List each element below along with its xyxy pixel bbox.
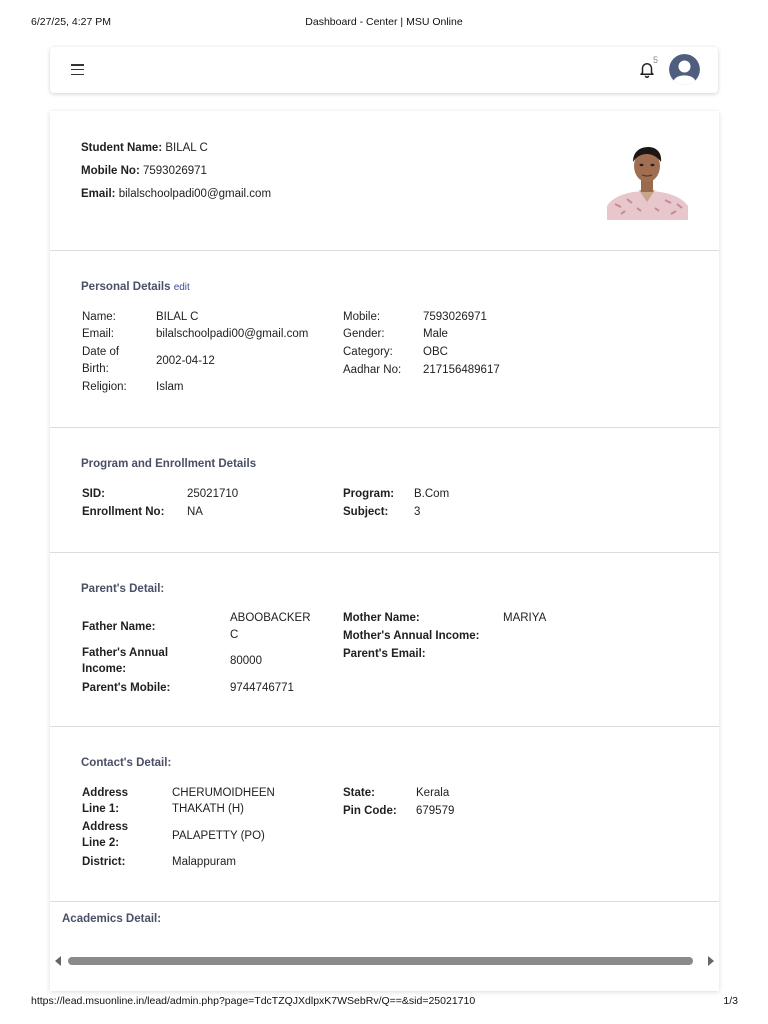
pin-code-value: 679579 xyxy=(416,805,455,817)
parent-mobile-value: 9744746771 xyxy=(230,682,294,694)
father-name-label: Father Name: xyxy=(82,621,156,633)
gender-value: Male xyxy=(423,328,448,340)
notification-count: 5 xyxy=(653,55,659,65)
personal-details-section xyxy=(50,250,719,428)
father-income-value: 80000 xyxy=(230,655,262,667)
name-label: Name: xyxy=(82,311,116,323)
state-value: Kerala xyxy=(416,787,450,799)
name-value: BILAL C xyxy=(156,311,199,323)
academics-title: Academics Detail: xyxy=(62,913,162,925)
hamburger-icon[interactable] xyxy=(71,64,84,75)
subject-value: 3 xyxy=(414,506,421,518)
dob-label-line2: Birth: xyxy=(82,363,109,375)
student-name: BILAL C xyxy=(165,142,208,154)
pin-code-label: Pin Code: xyxy=(343,805,397,817)
top-navbar xyxy=(50,47,718,93)
dob-value: 2002-04-12 xyxy=(156,355,215,367)
scroll-right-arrow-icon[interactable] xyxy=(708,956,714,966)
religion-value: Islam xyxy=(156,381,184,393)
student-photo xyxy=(607,144,688,220)
edit-link[interactable]: edit xyxy=(173,282,190,293)
horizontal-scrollbar[interactable] xyxy=(50,951,719,971)
email-label: Email: xyxy=(82,328,114,340)
enrollment-value: NA xyxy=(187,506,203,518)
program-details-title: Program and Enrollment Details xyxy=(81,458,257,470)
print-page-title: Dashboard - Center | MSU Online xyxy=(305,16,463,28)
scroll-left-arrow-icon[interactable] xyxy=(55,956,61,966)
dob-label-line1: Date of xyxy=(82,346,120,358)
aadhar-label: Aadhar No: xyxy=(343,364,402,376)
parent-details-title: Parent's Detail: xyxy=(81,583,165,595)
print-datetime: 6/27/25, 4:27 PM xyxy=(31,16,111,28)
scrollbar-thumb[interactable] xyxy=(68,957,693,965)
address2-label-line2: Line 2: xyxy=(82,837,120,849)
religion-label: Religion: xyxy=(82,381,127,393)
mobile-value: 7593026971 xyxy=(423,311,487,323)
address1-line1: CHERUMOIDHEEN xyxy=(172,787,275,799)
district-label: District: xyxy=(82,856,126,868)
address2-value: PALAPETTY (PO) xyxy=(172,830,265,842)
student-email-row: Email: bilalschoolpadi00@gmail.com xyxy=(81,188,272,200)
email-value: bilalschoolpadi00@gmail.com xyxy=(156,328,309,340)
father-income-label-line1: Father's Annual xyxy=(82,647,169,659)
category-value: OBC xyxy=(423,346,448,358)
print-url: https://lead.msuonline.in/lead/admin.php?page=TdcTZQJXdlpxK7WSebRv/Q==&sid=25021710 xyxy=(31,995,476,1007)
district-value: Malappuram xyxy=(172,856,236,868)
gender-label: Gender: xyxy=(343,328,385,340)
address1-line2: THAKATH (H) xyxy=(172,803,244,815)
mobile-label: Mobile: xyxy=(343,311,381,323)
parent-mobile-label: Parent's Mobile: xyxy=(82,682,171,694)
student-mobile-row: Mobile No: 7593026971 xyxy=(81,165,207,177)
student-name-row: Student Name: BILAL C xyxy=(81,142,208,154)
student-details-card xyxy=(50,111,719,991)
aadhar-value: 217156489617 xyxy=(423,364,500,376)
parent-details-section xyxy=(50,552,719,727)
parent-email-label: Parent's Email: xyxy=(343,648,426,660)
student-summary-section xyxy=(50,111,719,251)
father-name-line1: ABOOBACKER xyxy=(230,612,311,624)
program-enrollment-section xyxy=(50,427,719,553)
sid-label: SID: xyxy=(82,488,105,500)
program-value: B.Com xyxy=(414,488,450,500)
subject-label: Subject: xyxy=(343,506,389,518)
category-label: Category: xyxy=(343,346,393,358)
father-income-label-line2: Income: xyxy=(82,663,127,675)
mother-name-value: MARIYA xyxy=(503,612,547,624)
enrollment-label: Enrollment No: xyxy=(82,506,165,518)
address1-label-line2: Line 1: xyxy=(82,803,120,815)
contact-details-title: Contact's Detail: xyxy=(81,757,172,769)
personal-details-title: Personal Details edit xyxy=(81,281,190,293)
program-label: Program: xyxy=(343,488,395,500)
user-avatar-icon[interactable] xyxy=(669,54,700,85)
sid-value: 25021710 xyxy=(187,488,239,500)
student-mobile: 7593026971 xyxy=(142,165,207,177)
mother-income-label: Mother's Annual Income: xyxy=(343,630,480,642)
contact-details-section xyxy=(50,726,719,902)
mother-name-label: Mother Name: xyxy=(343,612,420,624)
address2-label-line1: Address xyxy=(82,821,129,833)
address1-label-line1: Address xyxy=(82,787,129,799)
print-page-number: 1/3 xyxy=(723,995,738,1007)
state-label: State: xyxy=(343,787,375,799)
father-name-line2: C xyxy=(230,629,239,641)
student-email: bilalschoolpadi00@gmail.com xyxy=(118,188,272,200)
